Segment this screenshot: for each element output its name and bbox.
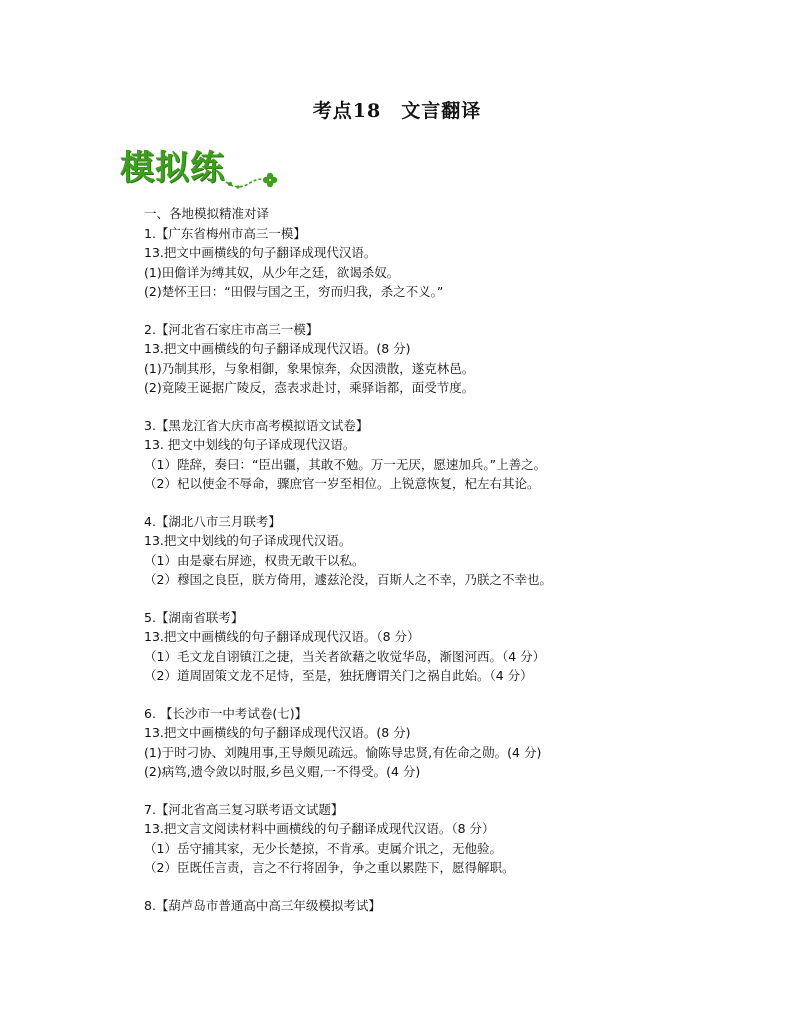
sentence-item: (2)病笃,遗令敛以时服,乡邑义赗,一不得受。(4 分) xyxy=(144,764,421,779)
exercise-block xyxy=(144,512,764,590)
source-heading: 4.【湖北八市三月联考】 xyxy=(144,513,281,529)
sentence-item: （2）道周固策文龙不足恃，至是，独抚膺谓关门之祸自此始。（4 分） xyxy=(144,668,533,683)
source-heading: 2.【河北省石家庄市高三一模】 xyxy=(144,321,319,337)
question-prompt: 13.把文中画横线的句子翻译成现代汉语。(8 分) xyxy=(144,341,411,356)
exercise-block xyxy=(144,224,764,302)
sentence-item: （2）臣既任言责，言之不行将固争，争之重以累陛下，愿得解职。 xyxy=(144,860,515,875)
sentence-item: （2）杞以使金不辱命，骤庶官一岁至相位。上锐意恢复，杞左右其论。 xyxy=(144,476,540,491)
exercise-block xyxy=(144,416,764,494)
sentence-item: (1)于时刁协、刘隗用事,王导颇见疏远。愉陈导忠贤,有佐命之勋。(4 分) xyxy=(144,744,542,760)
question-prompt: 13. 把文中划线的句子译成现代汉语。 xyxy=(144,437,356,452)
question-prompt: 13.把文中画横线的句子翻译成现代汉语。(8 分) xyxy=(144,725,411,740)
source-heading: 1.【广东省梅州市高三一模】 xyxy=(144,225,306,241)
source-heading: 6. 【长沙市一中考试卷(七)】 xyxy=(144,705,308,721)
exercise-block xyxy=(144,800,764,878)
sentence-item: （1）由是豪右屏迹，权贵无敢干以私。 xyxy=(144,552,365,568)
page-title: 考点18 文言翻译 xyxy=(312,100,482,122)
mock-practice-logo xyxy=(120,140,280,196)
exercise-list xyxy=(144,224,764,916)
section-heading: 一、各地模拟精准对译 xyxy=(144,206,270,221)
question-prompt: 13.把文言文阅读材料中画横线的句子翻译成现代汉语。（8 分） xyxy=(144,821,495,836)
clover-vine-icon xyxy=(216,164,280,194)
source-heading: 8.【葫芦岛市普通高中高三年级模拟考试】 xyxy=(144,897,381,913)
exercise-block xyxy=(144,320,764,398)
question-prompt: 13.把文中划线的句子译成现代汉语。 xyxy=(144,533,352,548)
exercise-block xyxy=(144,896,764,916)
source-heading: 7.【河北省高三复习联考语文试题】 xyxy=(144,801,344,817)
sentence-item: (2)竟陵王诞据广陵反，悫表求赴讨，乘驿诣都，面受节度。 xyxy=(144,380,475,395)
sentence-item: （2）穆国之良臣，朕方倚用，遽兹沦没，百斯人之不幸，乃朕之不幸也。 xyxy=(144,572,552,587)
sentence-item: （1）陛辞，奏曰：“臣出疆，其敢不勉。万一无厌，愿速加兵。”上善之。 xyxy=(144,456,547,472)
question-prompt: 13.把文中画横线的句子翻译成现代汉语。（8 分） xyxy=(144,629,420,644)
sentence-item: (1)乃制其形，与象相御，象果惊奔，众因溃散，遂克林邑。 xyxy=(144,360,475,376)
sentence-item: （1）岳守捕其家，无少长楚掠，不肯承。吏属介讯之，无他验。 xyxy=(144,840,502,856)
sentence-item: (2)楚怀王曰：“田假与国之王，穷而归我，杀之不义。” xyxy=(144,284,444,299)
question-prompt: 13.把文中画横线的句子翻译成现代汉语。 xyxy=(144,245,377,260)
exercise-block xyxy=(144,608,764,686)
exercise-content xyxy=(144,204,764,933)
logo-text: 模拟练 xyxy=(120,148,225,188)
source-heading: 5.【湖南省联考】 xyxy=(144,609,244,625)
source-heading: 3.【黑龙江省大庆市高考模拟语文试卷】 xyxy=(144,417,369,433)
exercise-block xyxy=(144,704,764,782)
sentence-item: （1）毛文龙自诩镇江之捷，当关者欲藉之收觉华岛，渐图河西。（4 分） xyxy=(144,648,546,664)
sentence-item: (1)田儋详为缚其奴，从少年之廷，欲谒杀奴。 xyxy=(144,264,400,280)
